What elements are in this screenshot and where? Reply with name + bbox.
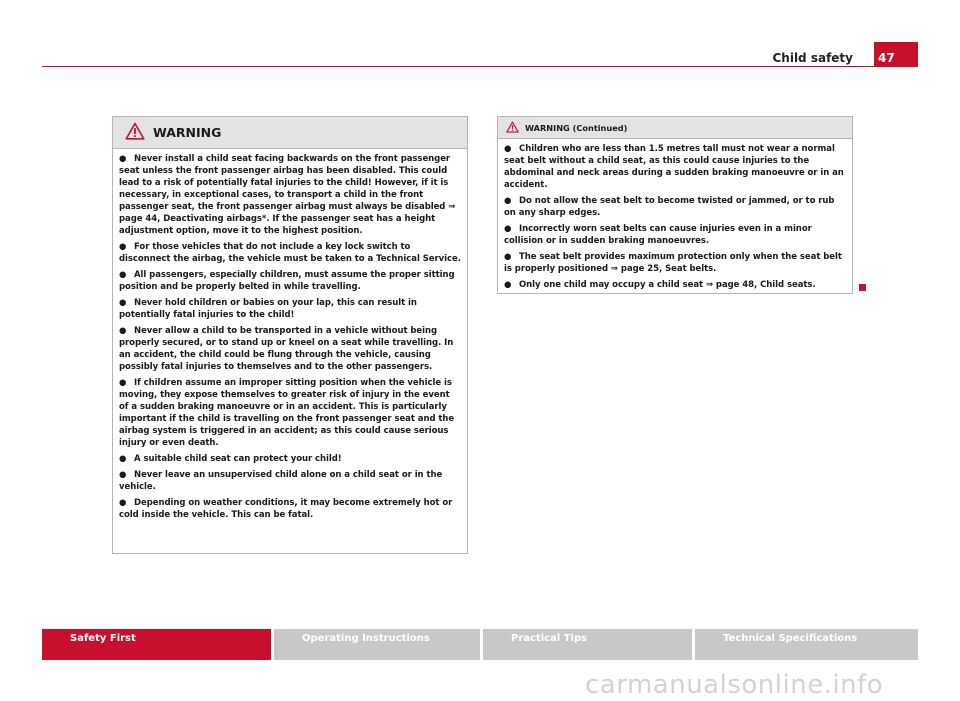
bullet: ● xyxy=(119,298,127,308)
warning-item-text: Never allow a child to be transported in a vehicle without being properly secured, or to stand up or kneel on a seat while travelling. In an accident, the child could be flung through the vehicle, causing possibly fatal injuries to themselves and to the other passengers. xyxy=(119,326,454,372)
warning-item xyxy=(119,297,461,321)
warning-item xyxy=(504,143,846,191)
warning-label: WARNING xyxy=(153,125,222,140)
bullet: ● xyxy=(504,224,512,234)
bullet: ● xyxy=(119,270,127,280)
bullet: ● xyxy=(119,326,127,336)
footer-tab-safety-first[interactable]: Safety First xyxy=(42,629,271,660)
warning-item xyxy=(119,269,461,293)
warning-body xyxy=(498,139,852,291)
warning-item xyxy=(504,223,846,247)
warning-item-text: Depending on weather conditions, it may become extremely hot or cold inside the vehicle. This can be fatal. xyxy=(119,498,453,520)
warning-item xyxy=(119,453,461,465)
warning-item xyxy=(119,469,461,493)
warning-item xyxy=(504,195,846,219)
watermark: carmanualsonline.info xyxy=(585,670,884,700)
warning-item xyxy=(119,497,461,521)
warning-item-text: Incorrectly worn seat belts can cause injuries even in a minor collision or in sudden braking manoeuvres. xyxy=(504,224,812,246)
bullet: ● xyxy=(119,470,127,480)
bullet: ● xyxy=(119,242,127,252)
bullet: ● xyxy=(504,280,512,290)
warning-header xyxy=(113,117,467,149)
warning-item xyxy=(119,377,461,449)
warning-box-right xyxy=(497,116,853,294)
footer-tab-operating-instructions[interactable]: Operating Instructions xyxy=(274,629,480,660)
footer-tab-practical-tips[interactable]: Practical Tips xyxy=(483,629,692,660)
bullet: ● xyxy=(119,498,127,508)
header-rule xyxy=(42,66,918,67)
warning-item-text: Do not allow the seat belt to become twisted or jammed, or to rub on any sharp edges. xyxy=(504,196,835,218)
warning-box-left xyxy=(112,116,468,554)
bullet: ● xyxy=(504,196,512,206)
warning-item-text: Never install a child seat facing backwards on the front passenger seat unless the front passenger airbag has been disabled. This could lead to a risk of potentially fatal injuries to the child! However, if it is necessary, in exceptional cases, to transport a child in the front passenger seat, the front passenger airbag must always be disabled ⇒ page 44, Deactivating airbags*. If the passenger seat has a height adjustment option, move it to the highest position. xyxy=(119,154,456,236)
warning-item xyxy=(119,153,461,237)
warning-label: WARNING (Continued) xyxy=(525,122,628,133)
footer-tab-technical-specifications[interactable]: Technical Specifications xyxy=(695,629,918,660)
warning-triangle-icon xyxy=(506,118,519,137)
bullet: ● xyxy=(504,144,512,154)
warning-item-text: If children assume an improper sitting position when the vehicle is moving, they expose themselves to greater risk of injury in the event of a sudden braking manoeuvre or in an accident. This is particularly important if the child is travelling on the front passenger seat and the airbag system is triggered in an accident; as this could cause serious injury or even death. xyxy=(119,378,455,448)
page-number: 47 xyxy=(874,42,918,67)
warning-item-text: Only one child may occupy a child seat ⇒ page 48, Child seats. xyxy=(519,280,816,290)
warning-item-text: A suitable child seat can protect your child! xyxy=(134,454,342,464)
warning-item-text: Children who are less than 1.5 metres tall must not wear a normal seat belt without a child seat, as this could cause injuries to the abdominal and neck areas during a sudden braking manoeuvre or in an accident. xyxy=(504,144,844,190)
bullet: ● xyxy=(119,454,127,464)
warning-item-text: Never hold children or babies on your lap, this can result in potentially fatal injuries to the child! xyxy=(119,298,417,320)
running-header-title: Child safety xyxy=(772,51,853,65)
warning-item xyxy=(504,251,846,275)
bullet: ● xyxy=(119,154,127,164)
bullet: ● xyxy=(119,378,127,388)
warning-item xyxy=(119,241,461,265)
warning-item-text: All passengers, especially children, must assume the proper sitting position and be properly belted in while travelling. xyxy=(119,270,455,292)
warning-triangle-icon xyxy=(125,122,145,144)
warning-item-text: For those vehicles that do not include a key lock switch to disconnect the airbag, the vehicle must be taken to a Technical Service. xyxy=(119,242,461,264)
warning-item-text: The seat belt provides maximum protection only when the seat belt is properly positioned ⇒ page 25, Seat belts. xyxy=(504,252,842,274)
warning-item xyxy=(504,279,846,291)
warning-header xyxy=(498,117,852,139)
warning-body xyxy=(113,149,467,521)
warning-item xyxy=(119,325,461,373)
bullet: ● xyxy=(504,252,512,262)
warning-item-text: Never leave an unsupervised child alone on a child seat or in the vehicle. xyxy=(119,470,443,492)
section-end-marker xyxy=(859,284,866,291)
